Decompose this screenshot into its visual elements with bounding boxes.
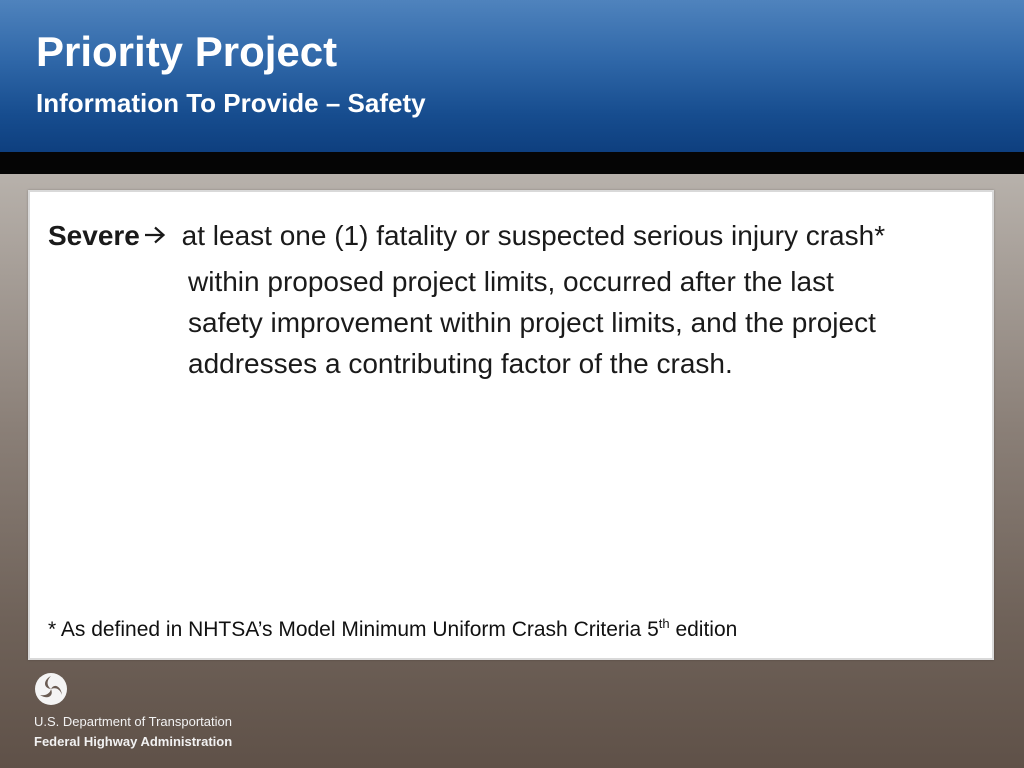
agency-administration-name: Federal Highway Administration	[34, 734, 233, 749]
definition-line-4: addresses a contributing factor of the crash.	[188, 348, 733, 379]
footnote-text: * As defined in NHTSA’s Model Minimum Uniform Crash Criteria 5	[48, 618, 659, 641]
definition-line-3: safety improvement within project limits, and the project	[188, 307, 876, 338]
agency-department-name: U.S. Department of Transportation	[34, 714, 232, 729]
severity-term: Severe	[48, 219, 140, 251]
footnote-superscript: th	[658, 616, 670, 631]
header-divider-bar	[0, 152, 1024, 174]
definition-line-1: at least one (1) fatality or suspected serious injury crash*	[173, 219, 886, 251]
footnote	[48, 618, 737, 642]
agency-logo-block	[34, 672, 254, 762]
content-panel	[28, 190, 994, 660]
severity-definition	[48, 214, 988, 384]
dot-triskelion-logo-icon	[34, 672, 68, 706]
right-arrow-icon	[144, 214, 166, 255]
slide-title: Priority Project	[36, 28, 338, 75]
definition-line-2: within proposed project limits, occurred after the last	[188, 266, 834, 297]
footnote-edition: edition	[669, 618, 738, 641]
header-banner	[0, 0, 1024, 152]
slide-subtitle: Information To Provide – Safety	[36, 88, 426, 118]
